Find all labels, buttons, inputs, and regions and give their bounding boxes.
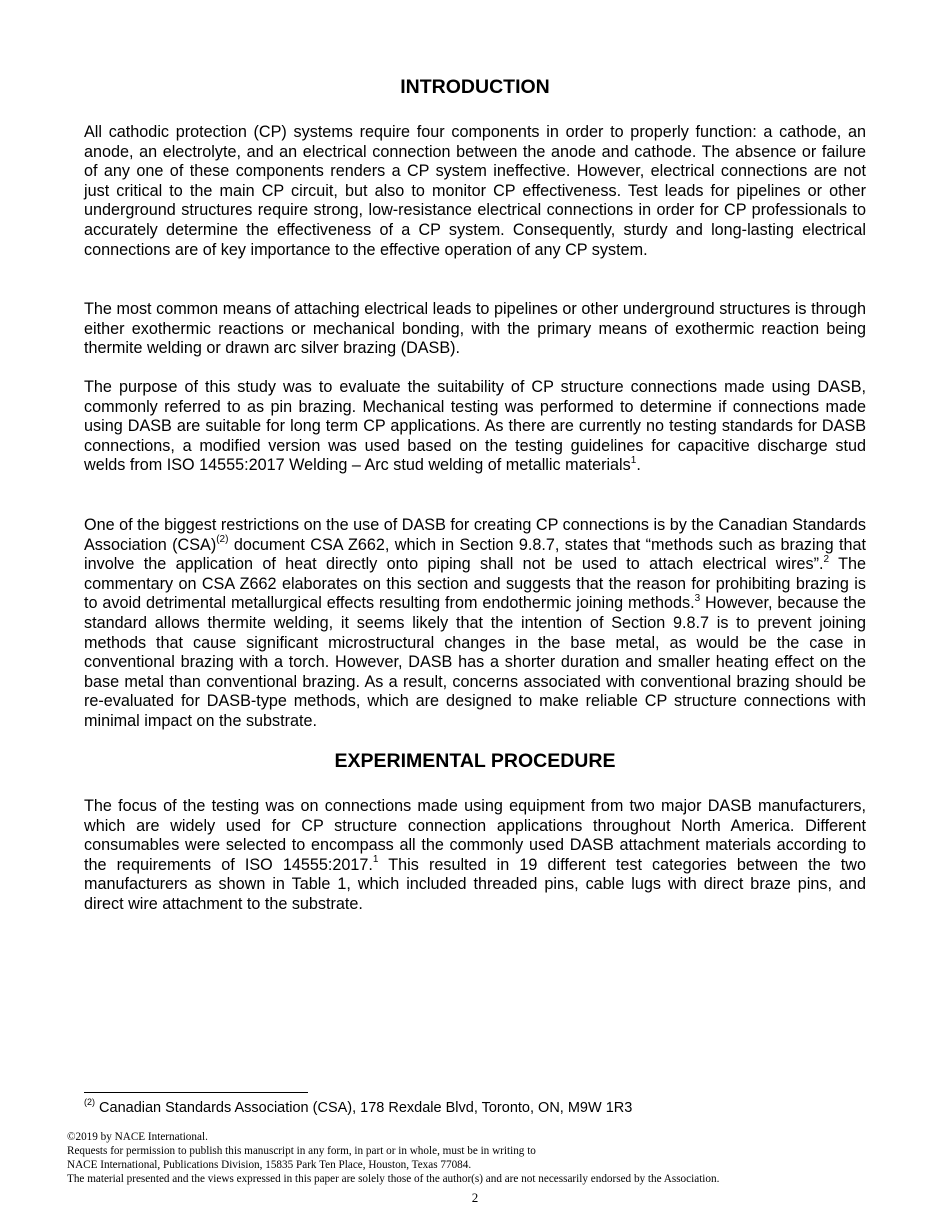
intro-paragraph-2: The most common means of attaching electrical leads to pipelines or other underground structures is through either exothermic reactions or mechanical bonding, with the primary means of exothermic reaction being thermite welding or drawn arc silver brazing (DASB). — [84, 300, 866, 358]
citation-3: 3 — [694, 592, 701, 604]
footnote-rule — [84, 1092, 308, 1093]
intro-paragraph-4-b: document CSA Z662, which in Section 9.8.7, states that “methods such as brazing that involve the application of heat directly onto piping shall not be used to attach electrical wires”. — [84, 535, 866, 574]
copyright-line-4: The material presented and the views expressed in this paper are solely those of the author(s) and are not necessarily endorsed by the Association. — [67, 1173, 720, 1185]
footnote-ref-2: (2) — [216, 534, 229, 546]
intro-paragraph-4-c: The commentary on CSA Z662 elaborates on this section and suggests that the reason for prohibiting brazing is to avoid detrimental metallurgical effects resulting from endothermic joining methods. — [84, 555, 866, 613]
intro-paragraph-3-end: . — [636, 456, 641, 475]
copyright-line-1: ©2019 by NACE International. — [67, 1131, 208, 1143]
footnote-marker: (2) — [84, 1097, 95, 1108]
intro-paragraph-4 — [84, 516, 866, 732]
intro-paragraph-4-a: One of the biggest restrictions on the use of DASB for creating CP connections is by the Canadian Standards Association (CSA) — [84, 516, 866, 554]
intro-paragraph-3 — [84, 378, 866, 476]
copyright-line-3: NACE International, Publications Division, 15835 Park Ten Place, Houston, Texas 77084. — [67, 1159, 472, 1171]
intro-paragraph-3-text: The purpose of this study was to evaluate the suitability of CP structure connections made using DASB, commonly referred to as pin brazing. Mechanical testing was performed to determine if connections made using DASB are suitable for long term CP applications. As there are currently no testing standards for DASB connections, a modified version was used based on the testing guidelines for capacitive discharge stud welds from ISO 14555:2017 Welding – Arc stud welding of metallic materials — [84, 378, 866, 475]
copyright-block — [67, 1130, 719, 1186]
footnote — [84, 1097, 633, 1116]
introduction-heading: INTRODUCTION — [400, 76, 550, 98]
citation-1-repeat: 1 — [372, 854, 379, 866]
intro-paragraph-4-d: However, because the standard allows thermite welding, it seems likely that the intention of Section 9.8.7 is to prevent joining methods that cause significant microstructural changes in the base metal, as would be the case in conventional brazing with a torch. However, DASB has a shorter duration and smaller heating effect on the base metal than conventional brazing. As a result, concerns associated with conventional brazing should be re-evaluated for DASB-type methods, which are designed to make reliable CP structure connections with minimal impact on the substrate. — [84, 594, 866, 730]
citation-1: 1 — [630, 454, 637, 466]
experimental-heading: EXPERIMENTAL PROCEDURE — [334, 750, 616, 772]
experimental-paragraph-1 — [84, 797, 866, 915]
experimental-paragraph-1-a: The focus of the testing was on connections made using equipment from two major DASB manufacturers, which are widely used for CP structure connection applications throughout North America. Different consumables were selected to encompass all the commonly used DASB attachment materials according to the requirements of ISO 14555:2017. — [84, 797, 866, 874]
footnote-text: Canadian Standards Association (CSA), 178 Rexdale Blvd, Toronto, ON, M9W 1R3 — [95, 1100, 633, 1116]
experimental-paragraph-1-b: This resulted in 19 different test categories between the two manufacturers as shown in Table 1, which included threaded pins, cable lugs with direct braze pins, and direct wire attachment to the substrate. — [84, 855, 867, 913]
citation-2: 2 — [823, 553, 830, 565]
intro-paragraph-1: All cathodic protection (CP) systems require four components in order to properly function: a cathode, an anode, an electrolyte, and an electrical connection between the anode and cathode. The absence or failure of any one of these components renders a CP system ineffective. However, electrical connections are not just critical to the main CP circuit, but also to monitor CP effectiveness. Test leads for pipelines or other underground structures require strong, low-resistance electrical connections in order for CP professionals to accurately determine the effectiveness of a CP system. Consequently, sturdy and long-lasting electrical connections are of key importance to the effective operation of any CP system. — [84, 123, 866, 259]
copyright-line-2: Requests for permission to publish this manuscript in any form, in part or in whole, must be in writing to — [67, 1145, 536, 1157]
page-number: 2 — [471, 1190, 479, 1205]
